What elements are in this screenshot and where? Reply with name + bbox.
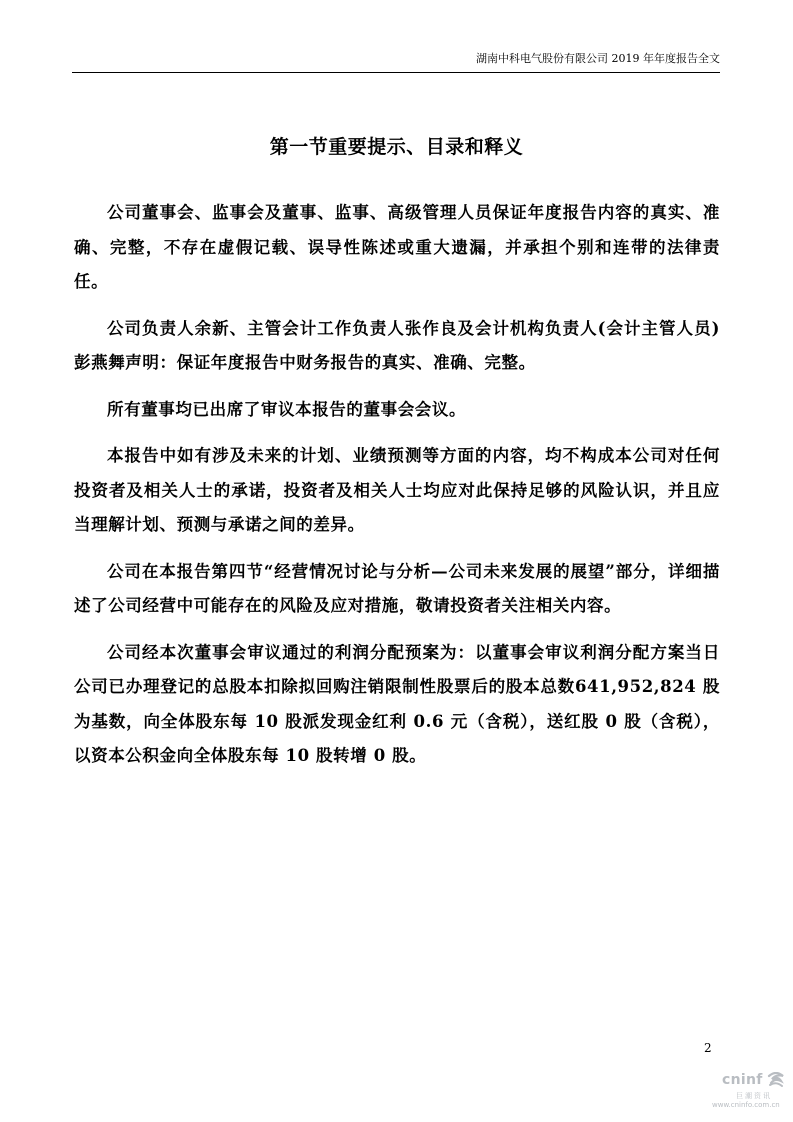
watermark-logo-text: cninf bbox=[722, 1072, 763, 1088]
cninfo-logo-icon bbox=[766, 1072, 786, 1090]
page-header bbox=[72, 52, 720, 73]
paragraph-forward-looking: 本报告中如有涉及未来的计划、业绩预测等方面的内容，均不构成本公司对任何投资者及相关人士的承诺，投资者及相关人士均应对此保持足够的风险认识，并且应当理解计划、预测与承诺之间的差异。 bbox=[74, 446, 720, 534]
report-header-title: 湖南中科电气股份有限公司 2019 年年度报告全文 bbox=[476, 52, 720, 65]
cninfo-watermark bbox=[708, 1072, 790, 1116]
watermark-url: www.cninfo.com.cn bbox=[712, 1101, 780, 1109]
watermark-subtitle: 巨潮资讯 bbox=[736, 1092, 772, 1100]
paragraph-board-guarantee: 公司董事会、监事会及董事、监事、高级管理人员保证年度报告内容的真实、准确、完整，不存在虚假记载、误导性陈述或重大遗漏，并承担个别和连带的法律责任。 bbox=[74, 203, 720, 291]
paragraph-risk-notice: 公司在本报告第四节“经营情况讨论与分析—公司未来发展的展望”部分，详细描述了公司经营中可能存在的风险及应对措施，敬请投资者关注相关内容。 bbox=[74, 561, 720, 615]
paragraph-responsible-persons: 公司负责人余新、主管会计工作负责人张作良及会计机构负责人(会计主管人员)彭燕舞声明：保证年度报告中财务报告的真实、准确、完整。 bbox=[74, 318, 720, 372]
page-number: 2 bbox=[704, 1041, 712, 1055]
paragraph-profit-distribution: 公司经本次董事会审议通过的利润分配预案为：以董事会审议利润分配方案当日公司已办理登记的总股本扣除拟回购注销限制性股票后的股本总数641,952,824 股为基数，向全体股东每 10 股派发现金红利 0.6 元（含税），送红股 0 股（含税），以资本公积金向全体股东每 10 股转增 0 股。 bbox=[74, 642, 720, 765]
paragraph-directors-attendance: 所有董事均已出席了审议本报告的董事会会议。 bbox=[107, 399, 467, 419]
section-title: 第一节重要提示、目录和释义 bbox=[269, 136, 524, 158]
body-text bbox=[74, 196, 720, 786]
